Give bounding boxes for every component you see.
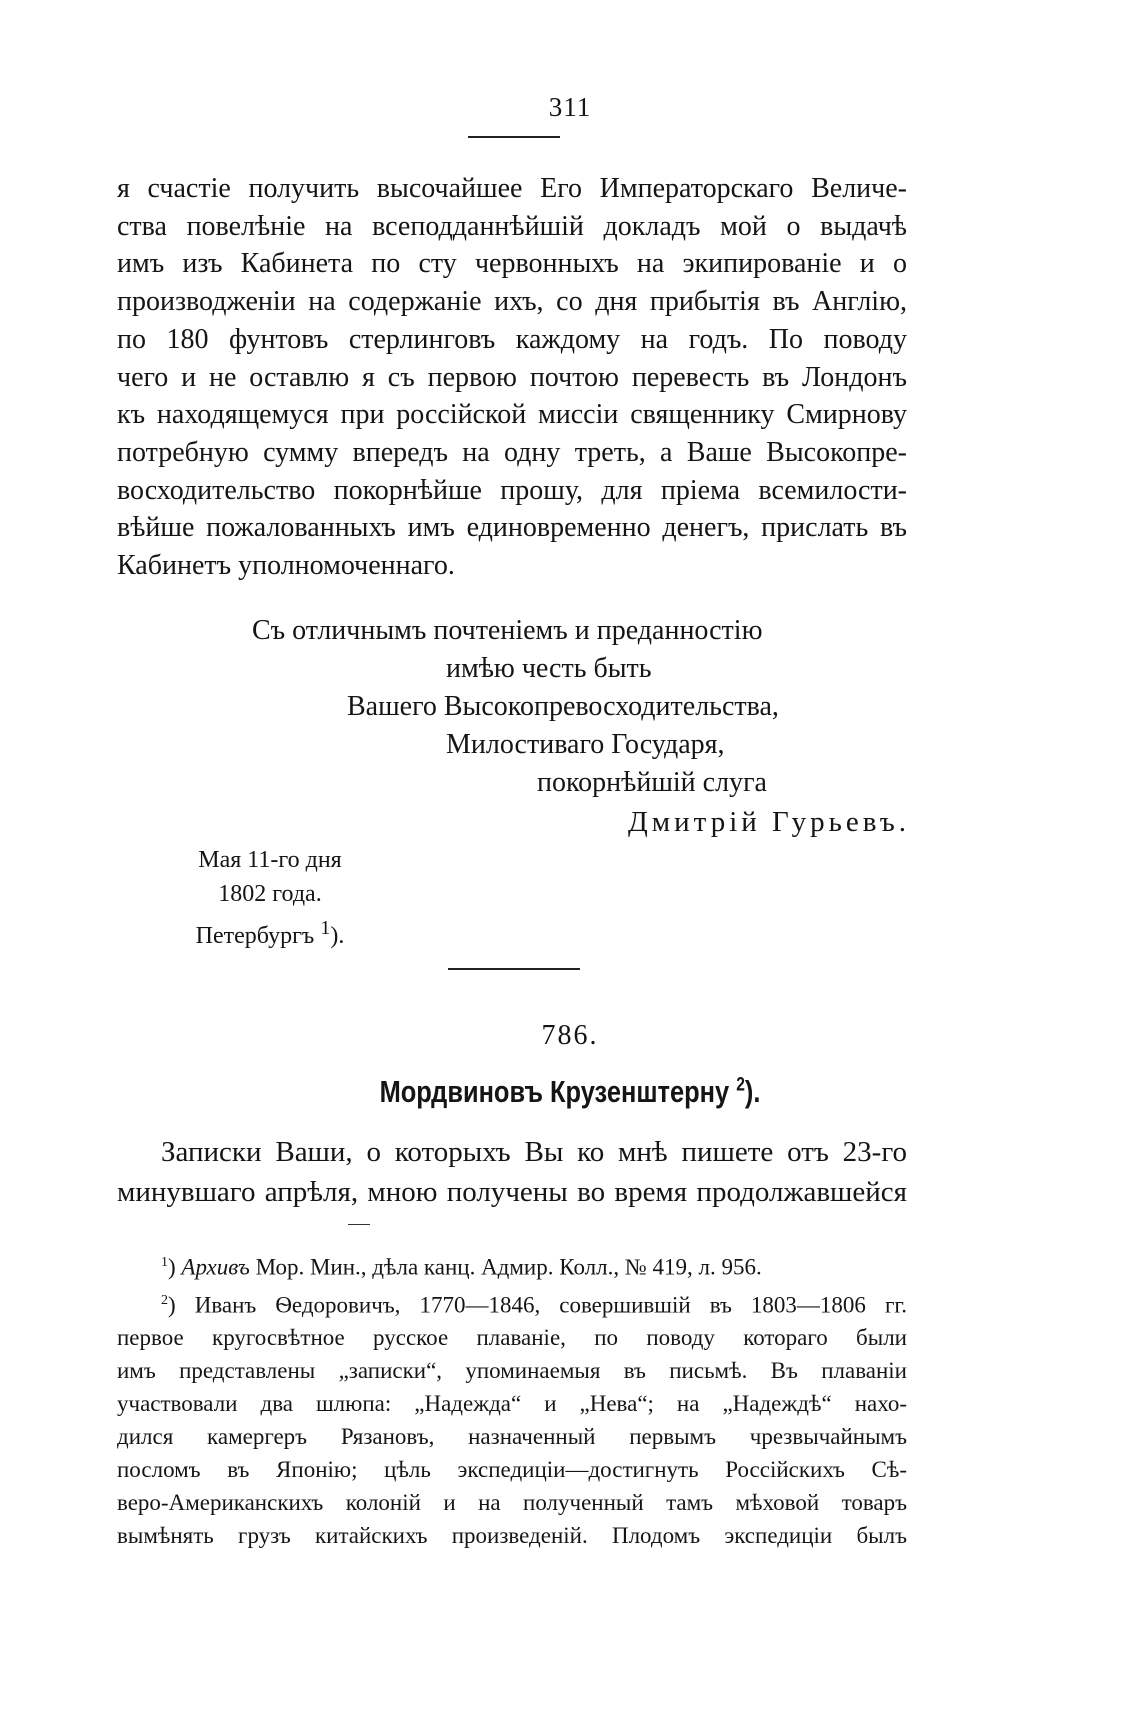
body-line: производженіи на содержаніе ихъ, со дня прибытія въ Англію, [117, 286, 907, 318]
closing-line: Милостиваго Государя, [446, 729, 725, 760]
body-line: ства повелѣніе на всеподданнѣйшій докладъ мой о выдачѣ [117, 210, 907, 242]
footnote-line: веро-Американскихъ колоній и на полученный тамъ мѣховой товаръ [117, 1490, 907, 1516]
document-title [103, 1074, 1038, 1110]
closing-line: имѣю честь быть [446, 653, 652, 684]
letter-body [117, 1132, 907, 1212]
body-line: восходительство покорнѣйше прошу, для пріема всемилости- [117, 474, 907, 506]
document-title-end: ). [744, 1074, 761, 1109]
footnote-line: имъ представлены „записки“, упоминаемыя въ письмѣ. Въ плаваніи [117, 1358, 907, 1384]
body-line: я счастіе получить высочайшее Его Императорскаго Величе- [117, 173, 907, 204]
body-line: имъ изъ Кабинета по сту червонныхъ на экипированіе и о [117, 248, 907, 280]
footnote-text: Иванъ Ѳедоровичъ, 1770—1846, совершившій въ 1803—1806 гг. [194, 1292, 907, 1318]
place-name: Петербургъ [195, 923, 315, 949]
place-line-end: ). [330, 923, 345, 949]
footnote-line: посломъ въ Японію; цѣль экспедиціи—достигнуть Россійскихъ Сѣ- [117, 1457, 907, 1483]
footnote-line: дился камергеръ Рязановъ, назначенный первымъ чрезвычайнымъ [117, 1424, 907, 1450]
body-line: минувшаго апрѣля, мною получены во время продолжавшейся [117, 1176, 907, 1208]
footnote-ref: 2 [736, 1074, 745, 1096]
body-line: къ находящемуся при россійской миссіи священнику Смирнову [117, 399, 907, 431]
closing-line: Съ отличнымъ почтеніемъ и преданностію [252, 615, 763, 646]
date-place-block [170, 843, 370, 953]
footnote-marker: 2 [161, 1292, 168, 1308]
section-divider [448, 968, 580, 970]
date-line: Мая 11-го дня [198, 847, 342, 873]
footnotes [117, 1246, 907, 1552]
closing-line: Вашего Высокопревосходительства, [347, 691, 779, 722]
letter-continuation [117, 170, 907, 585]
footnote-rule [348, 1224, 370, 1225]
footnote-line: первое кругосвѣтное русское плаваніе, по поводу котораго были [117, 1325, 907, 1351]
document-number: 786. [541, 1020, 599, 1051]
footnote-2: $^2$) Иванъ Ѳедоровичъ, 1770—1846, совершившій въ 1803—1806 гг. [161, 1292, 907, 1318]
footnote-marker: 1 [161, 1255, 168, 1270]
footnote-text: Мор. Мин., дѣла канц. Адмир. Колл., № 419, л. 956. [255, 1254, 762, 1280]
footnote-line: вымѣнять грузъ китайскихъ произведеній. Плодомъ экспедиціи былъ [117, 1523, 907, 1549]
body-line: вѣйше пожалованныхъ имъ единовременно денегъ, прислать въ [117, 512, 907, 544]
footnote-line: участвовали два шлюпа: „Надежда“ и „Нева“; на „Надеждѣ“ нахо- [117, 1391, 907, 1417]
closing-line: покорнѣйшій слуга [537, 767, 767, 798]
body-line: Кабинетъ уполномоченнаго. [117, 550, 455, 582]
footnote-ref: 1 [320, 917, 331, 939]
body-line: Записки Ваши, о которыхъ Вы ко мнѣ пишете отъ 23-го [161, 1136, 907, 1168]
page-number: 311 [548, 92, 592, 122]
body-line: чего и не оставлю я съ первою почтою перевесть въ Лондонъ [117, 361, 907, 393]
footnote-1: $^1$) Архивъ Мор. Мин., дѣла канц. Адмир. Колл., № 419, л. 956. [161, 1254, 762, 1280]
year-line: 1802 года. [218, 881, 322, 907]
document-title-text: Мордвиновъ Крузенштерну [379, 1074, 730, 1109]
signature: Дмитрій Гурьевъ. [628, 806, 910, 838]
body-line: потребную сумму впередъ на одну треть, а Ваше Высокопре- [117, 436, 907, 468]
page-number-rule [468, 136, 560, 138]
footnote-source: Архивъ [181, 1254, 250, 1280]
body-line: по 180 фунтовъ стерлинговъ каждому на годъ. По поводу [117, 323, 907, 355]
place-line [170, 911, 370, 953]
